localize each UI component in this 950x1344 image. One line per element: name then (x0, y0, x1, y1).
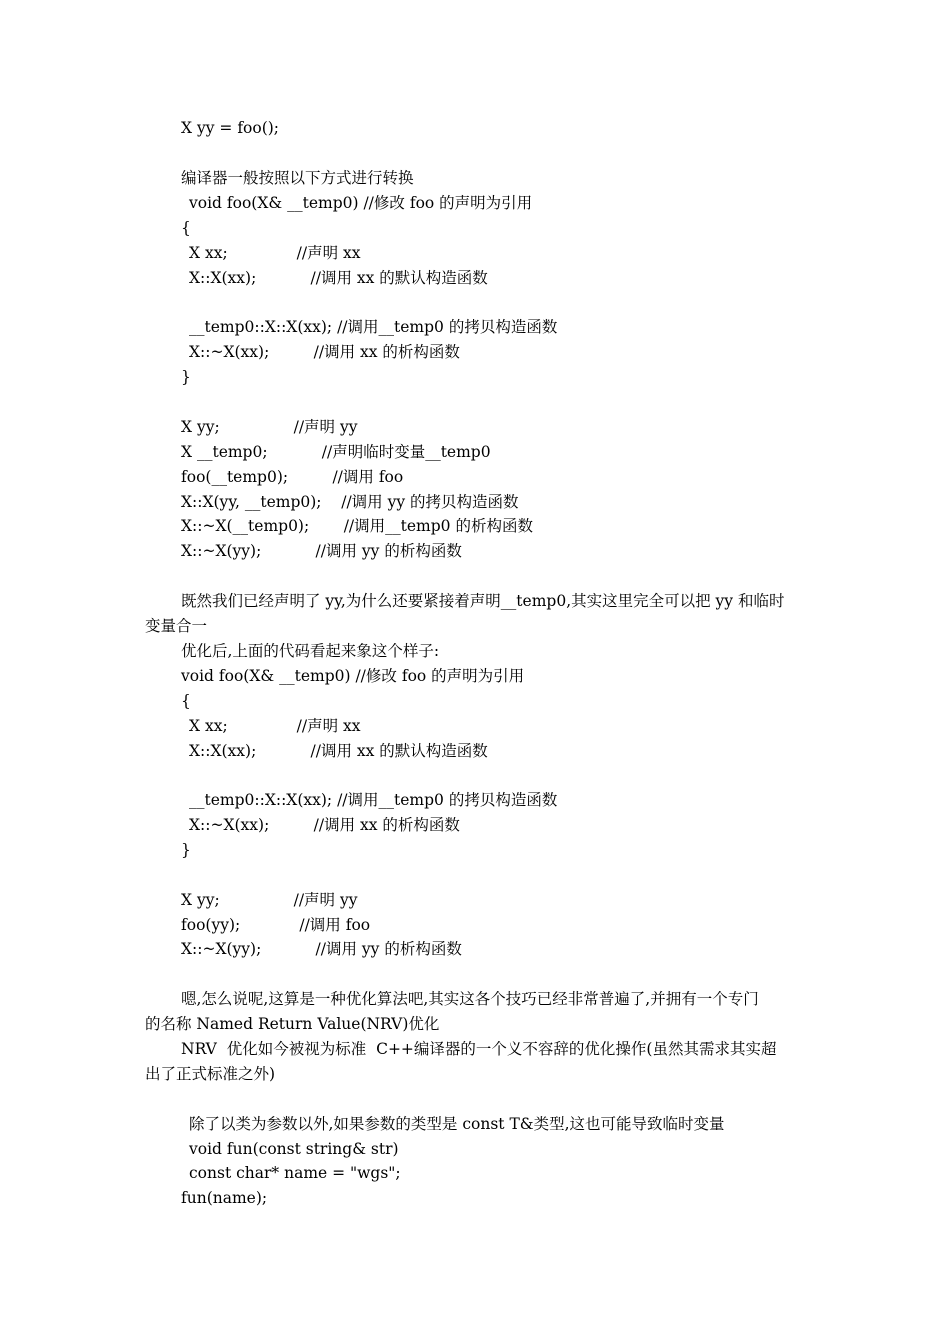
code-line: { (181, 692, 191, 710)
code-line: __temp0::X::X(xx); //调用__temp0 的拷贝构造函数 (189, 791, 558, 809)
text-line: 既然我们已经声明了 yy,为什么还要紧接着声明__temp0,其实这里完全可以把 yy 和临时 (181, 592, 785, 610)
text-line: 的名称 Named Return Value(NRV)优化 (145, 1015, 440, 1033)
text-line: 出了正式标准之外) (145, 1065, 276, 1083)
code-line: } (181, 841, 191, 859)
code-line: foo(yy); //调用 foo (181, 916, 371, 934)
code-line: X::~X(yy); //调用 yy 的析构函数 (181, 542, 462, 560)
text-line: NRV 优化如今被视为标准 C++编译器的一个义不容辞的优化操作(虽然其需求其实超 (181, 1040, 777, 1058)
code-line: } (181, 368, 191, 386)
code-line: void foo(X& __temp0) //修改 foo 的声明为引用 (181, 667, 525, 685)
text-line: 嗯,怎么说呢,这算是一种优化算法吧,其实这各个技巧已经非常普遍了,并拥有一个专门 (181, 990, 759, 1008)
code-line: { (181, 219, 191, 237)
code-line: void foo(X& __temp0) //修改 foo 的声明为引用 (189, 194, 533, 212)
code-line: foo(__temp0); //调用 foo (181, 468, 404, 486)
text-line: 除了以类为参数以外,如果参数的类型是 const T&类型,这也可能导致临时变量 (189, 1115, 725, 1133)
code-line: X::~X(xx); //调用 xx 的析构函数 (189, 816, 460, 834)
code-line: X::X(xx); //调用 xx 的默认构造函数 (189, 742, 488, 760)
code-line: fun(name); (181, 1189, 268, 1207)
code-line: const char* name = "wgs"; (189, 1164, 401, 1182)
code-line: X::X(xx); //调用 xx 的默认构造函数 (189, 269, 488, 287)
code-line: void fun(const string& str) (189, 1140, 399, 1158)
code-line: X::X(yy, __temp0); //调用 yy 的拷贝构造函数 (181, 493, 519, 511)
code-line: X::~X(__temp0); //调用__temp0 的析构函数 (181, 517, 533, 535)
text-line: 优化后,上面的代码看起来象这个样子: (181, 642, 440, 660)
code-line: X::~X(xx); //调用 xx 的析构函数 (189, 343, 460, 361)
code-line: X xx; //声明 xx (189, 244, 361, 262)
code-line: X xx; //声明 xx (189, 717, 361, 735)
code-line: X::~X(yy); //调用 yy 的析构函数 (181, 940, 462, 958)
code-line: X __temp0; //声明临时变量__temp0 (181, 443, 491, 461)
code-line: __temp0::X::X(xx); //调用__temp0 的拷贝构造函数 (189, 318, 558, 336)
code-line: X yy; //声明 yy (181, 891, 358, 909)
code-line: X yy = foo(); (181, 119, 280, 137)
code-line: X yy; //声明 yy (181, 418, 358, 436)
text-line: 编译器一般按照以下方式进行转换 (181, 169, 414, 187)
text-line: 变量合一 (145, 617, 208, 635)
